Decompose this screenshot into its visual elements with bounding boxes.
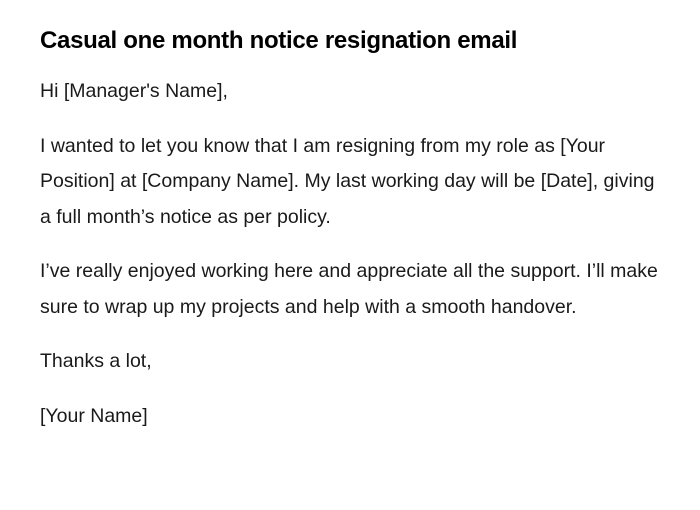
email-greeting: Hi [Manager's Name],: [40, 80, 228, 102]
document-title: Casual one month notice resignation email: [40, 27, 518, 54]
email-closing: Thanks a lot,: [40, 350, 152, 372]
email-signature: [Your Name]: [40, 404, 148, 427]
email-body-paragraph-1: I wanted to let you know that I am resigning from my role as [Your Position] at [Company Name]. My last working day will be [Date], giving a full month’s notice as per policy.: [40, 134, 655, 228]
email-document: [40, 24, 660, 434]
email-body-paragraph-2: I’ve really enjoyed working here and appreciate all the support. I’ll make sure to wrap up my projects and help with a smooth handover.: [40, 260, 658, 318]
